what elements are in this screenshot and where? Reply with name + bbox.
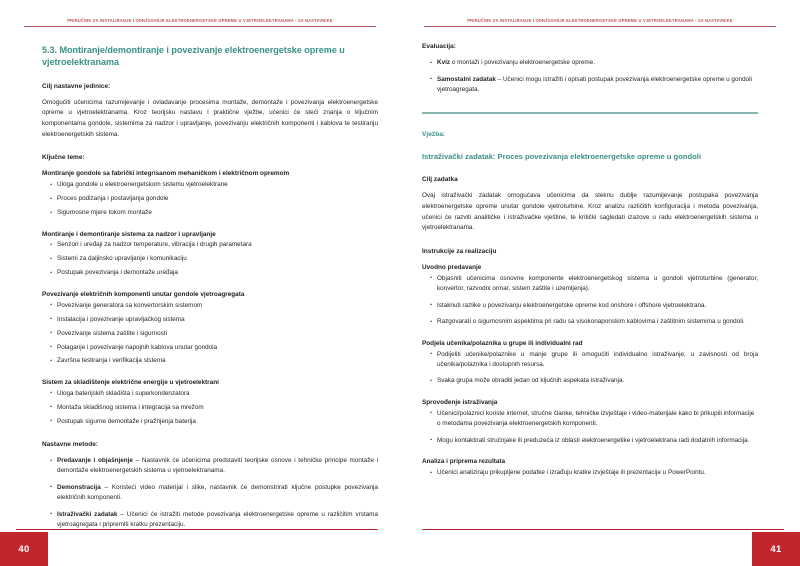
instruction-group-heading: Podjela učenika/polaznika u grupe ili individualni rad — [422, 339, 583, 347]
evaluation-item-name: Samostalni zadatak — [437, 75, 496, 83]
method-name: Demonstracija — [57, 483, 101, 491]
footer-rule-left — [16, 529, 378, 530]
list-item: · Učenici analiziraju prikupljene podatke i izrađuju kratke izvještaje ili prezentacije u PowerPointu. — [431, 468, 758, 478]
methods-list — [42, 456, 378, 530]
running-header-rule — [424, 26, 776, 27]
exercise-title: Istraživački zadatak: Proces povezivanja elektroenergetske opreme u gondoli — [422, 152, 701, 162]
list-item: · Povezivanje generatora sa konvertorskim sistemom — [51, 301, 378, 311]
page-right-content — [422, 0, 758, 478]
topic-list — [42, 240, 378, 278]
topic-list — [42, 301, 378, 367]
list-item: · Instalacija i povezivanje upravljačkog sistema — [51, 315, 378, 325]
instruction-group — [422, 263, 758, 327]
footer-rule-right — [422, 529, 784, 530]
list-item: · Senzori i uređaji za nadzor temperature, vibracija i drugih parametara — [51, 240, 378, 250]
list-item — [51, 456, 378, 476]
list-item: · Razgovarati o sigurnosnim aspektima pri radu sa visokonaponskim kablovima i zaštitnim sistemima u gondoli. — [431, 317, 758, 327]
instruction-group-heading: Sprovođenje istraživanja — [422, 399, 498, 407]
topic-group — [42, 169, 378, 218]
section-divider — [422, 112, 758, 114]
evaluation-label: Evaluacija: — [422, 43, 456, 50]
list-item: · Sigurnosne mjere tokom montaže — [51, 208, 378, 218]
evaluation-list — [422, 58, 758, 95]
page-number-right: 41 — [752, 532, 800, 566]
list-item — [51, 483, 378, 503]
method-name: Istraživački zadatak — [57, 510, 118, 518]
running-header-rule — [24, 26, 376, 27]
instructions-label: Instrukcije za realizaciju — [422, 247, 497, 255]
method-text: – Nastavnik će učenicima predstaviti teorijske osnove i tehničke principe montaže i demontaže elektroenergetskih sistema u vjetroelektranama. — [57, 457, 379, 475]
topic-group-heading: Montiranje i demontiranje sistema za nadzor i upravljanje — [42, 230, 216, 238]
page-left-content — [42, 0, 378, 530]
list-item: · Povezivanje sistema zaštite i sigurnosti — [51, 329, 378, 339]
list-item — [431, 58, 758, 68]
list-item: · Sistemi za daljinsko upravljanje i komunikaciju — [51, 254, 378, 264]
list-item: · Mogu kontaktirati stručnjake ili preduzeća iz oblasti elektroenergetike i vjetroelektrana radi dodatnih informacija. — [431, 436, 758, 446]
list-item: · Svaka grupa može obraditi jedan od ključnih aspekata istraživanja. — [431, 376, 758, 386]
list-item: · Uloga gondole u elektroenergetskom sistemu vjetroelektrane — [51, 180, 378, 190]
list-item: · Učenici/polaznici koriste internet, stručne članke, tehničke izvještaje i video-materijale kako bi prikupili informacije o metodama povezivanja elektroenergetskih komponenti. — [431, 409, 758, 429]
list-item: · Polaganje i povezivanje napojnih kablova unutar gondola — [51, 343, 378, 353]
instruction-list — [422, 274, 758, 328]
page-number-left: 40 — [0, 532, 48, 566]
list-item: · Proces podizanja i postavljanja gondole — [51, 194, 378, 204]
task-goal-label: Cilj zadatka — [422, 176, 458, 184]
list-item: · Objasniti učenicima osnovne komponente elektroenergetskog sistema u gondoli vjetroturbine (generator, konvertor, razvodni ormar, sistem zaštite i uzemljenja). — [431, 274, 758, 294]
list-item — [51, 510, 378, 530]
topic-group-heading: Povezivanje električnih komponenti unutar gondole vjetroagregata — [42, 290, 245, 298]
list-item: · Završna testiranja i verifikacija sistema — [51, 356, 378, 366]
topic-group-heading: Montiranje gondole sa fabrički integrisanom mehaničkom i električnom opremom — [42, 170, 290, 178]
list-item: · Uloga baterijskih skladišta i superkondenzatora — [51, 389, 378, 399]
method-text: – Koristeći video materijal i slike, nastavnik će demonstrirati ključne postupke povezivanja električnih komponenti. — [57, 483, 378, 501]
task-goal-paragraph: Ovaj istraživački zadatak omogućava učenicima da steknu dublje razumijevanje postupaka povezivanja elektroenergetske opreme unutar gondole vjetroturbine. Kroz analizu različitih konfiguracija i metoda povezivanja, učenici će razviti analitičke i istraživačke vještine, te kritički sagledati izazove u radu elektroenergetskih sistema u vjetroelektranama. — [422, 192, 758, 232]
instruction-group — [422, 339, 758, 387]
evaluation-item-text: o montaži i povezivanju elektroenergetske opreme. — [450, 59, 595, 67]
topic-group — [42, 378, 378, 427]
running-header-left — [24, 19, 376, 27]
method-name: Predavanje i objašnjenje — [57, 457, 133, 464]
list-item: · Istaknuti razlike u povezivanju elektroenergetske opreme kod onshore i offshore vjetroelektrana. — [431, 301, 758, 311]
instruction-group — [422, 398, 758, 446]
goal-label: Cilj nastavne jedinice: — [42, 82, 111, 90]
list-item — [431, 75, 758, 95]
instruction-list — [422, 468, 758, 478]
instruction-group-heading: Uvodno predavanje — [422, 264, 482, 271]
list-item: · Montaža skladišnog sistema i integracija sa mrežom — [51, 403, 378, 413]
instruction-group — [422, 457, 758, 478]
running-header-text: PRIRUČNIK ZA INSTALIRANJE I ODRŽAVANJE ELEKTROENERGETSKE OPREME U VJETROELEKTRANAMA - ZA NASTAVNIKE — [67, 18, 333, 23]
topics-label: Ključne teme: — [42, 154, 85, 162]
evaluation-item-text: – Učenici mogu istražiti i opisati postupak povezivanja elektroenergetske opreme u gondoli vjetroagregata. — [437, 75, 752, 93]
section-title: 5.3. Montiranje/demontiranje i povezivanje elektroenergetske opreme u vjetroelektranama — [42, 45, 345, 68]
instruction-list — [422, 409, 758, 446]
running-header-right — [424, 19, 776, 27]
list-item: · Postupak sigurne demontaže i pražnjenja baterija — [51, 417, 378, 427]
methods-label: Nastavne metode: — [42, 440, 98, 448]
topic-list — [42, 389, 378, 427]
topic-list — [42, 180, 378, 218]
list-item: · Postupak povezivanja i demontaže uređaja — [51, 268, 378, 278]
topic-group-heading: Sistem za skladištenje električne energije u vjetroelektrani — [42, 379, 219, 387]
instruction-group-heading: Analiza i priprema rezultata — [422, 458, 506, 466]
page-right — [400, 0, 800, 566]
method-text: – Učenici će istražiti metode povezivanja elektroenergetske opreme u različitim vrstama vjetroagregata i pripremiti kratku prezentaciju. — [57, 510, 378, 528]
running-header-text: PRIRUČNIK ZA INSTALIRANJE I ODRŽAVANJE ELEKTROENERGETSKE OPREME U VJETROELEKTRANAMA - ZA NASTAVNIKE — [467, 18, 733, 23]
exercise-label: Vježba: — [422, 130, 446, 138]
topic-group — [42, 230, 378, 279]
evaluation-item-name: Kviz — [437, 59, 451, 67]
list-item: · Podijeliti učenike/polaznike u manje grupe ili omogućiti individualno istraživanje, u zavisnosti od broja učenika/polaznika i dostupnih resursa. — [431, 350, 758, 370]
instruction-list — [422, 350, 758, 387]
goal-paragraph: Omogućiti učenicima razumijevanje i ovladavanje procesima montaže, demontaže i povezivanja elektroenergetske opreme u vjetroelektranama. Kroz teorijsku nastavu i praktične vježbe, učenici će steći znanja o ključnim komponentama gondole, sistemima za nadzor i upravljanje, povezivanju električnih komponenti i kablova te testiranju elektroenergetskih sistema. — [42, 98, 378, 138]
topic-group — [42, 290, 378, 367]
